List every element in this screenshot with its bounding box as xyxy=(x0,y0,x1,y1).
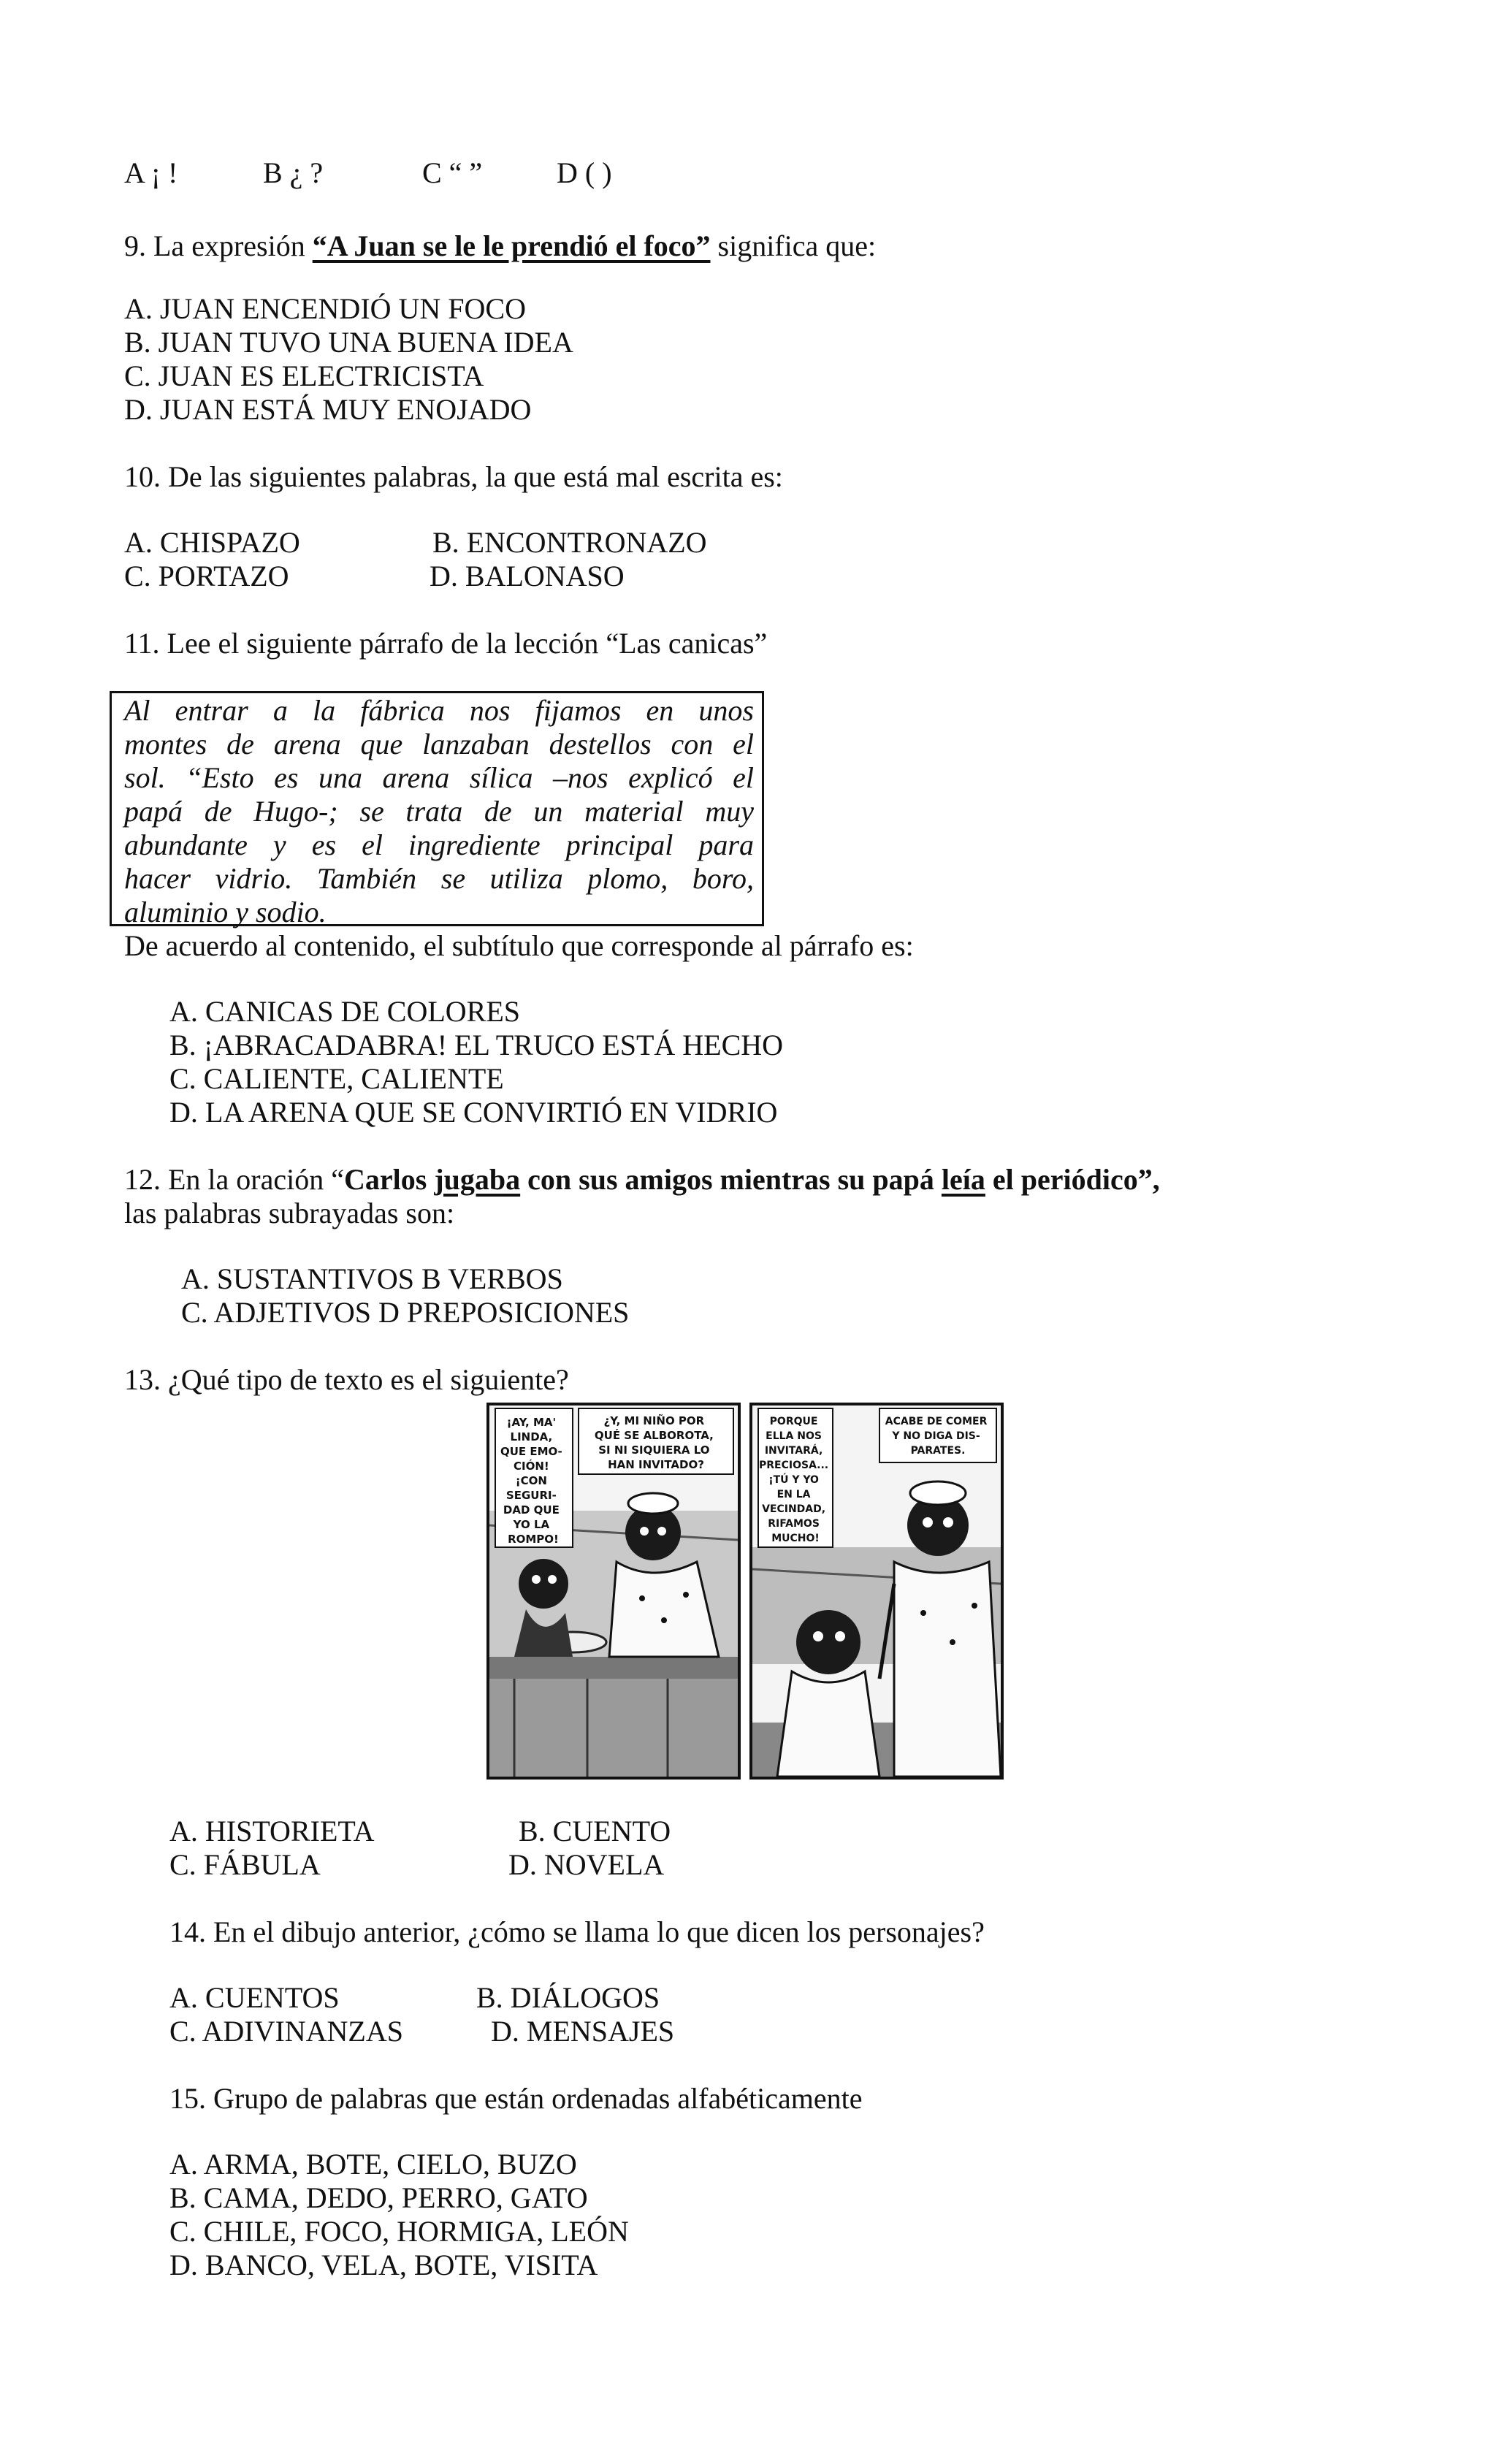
q12-sentence-end: el periódico” xyxy=(985,1163,1153,1196)
q14-question: 14. En el dibujo anterior, ¿cómo se llama lo que dicen los personajes? xyxy=(169,1915,985,1948)
bubble-2-line: QUÉ SE ALBOROTA, xyxy=(594,1429,714,1442)
bubble-1-line: YO LA xyxy=(513,1518,550,1531)
bubble-3-line: EN LA xyxy=(776,1489,811,1500)
q11-option-a: A. CANICAS DE COLORES xyxy=(169,995,521,1028)
bubble-3-line: RIFAMOS xyxy=(768,1518,820,1530)
q9-suffix: significa que: xyxy=(710,229,877,262)
q12-options-ab: A. SUSTANTIVOS B VERBOS xyxy=(181,1262,563,1295)
bubble-1-line: LINDA, xyxy=(510,1430,553,1443)
bubble-4-line: PARATES. xyxy=(910,1445,966,1457)
q12-options-cd: C. ADJETIVOS D PREPOSICIONES xyxy=(181,1296,630,1329)
q10-question: 10. De las siguientes palabras, la que está mal escrita es: xyxy=(124,460,783,493)
punct-option-c: C “ ” xyxy=(422,156,483,189)
q15-option-a: A. ARMA, BOTE, CIELO, BUZO xyxy=(169,2148,577,2181)
q14-option-b: B. DIÁLOGOS xyxy=(476,1981,660,2014)
bubble-2-line: SI NI SIQUIERA LO xyxy=(598,1443,710,1457)
speech-bubble-3 xyxy=(758,1408,833,1547)
q11-option-b: B. ¡ABRACADABRA! EL TRUCO ESTÁ HECHO xyxy=(169,1029,784,1061)
svg-text:PORQUE ELLA NOS IN xyxy=(759,1416,832,1544)
q12-line2: las palabras subrayadas son: xyxy=(124,1197,455,1229)
passage-line: abundante y es el ingrediente principal para xyxy=(124,828,754,861)
punct-option-b: B ¿ ? xyxy=(263,156,324,189)
q13-option-b: B. CUENTO xyxy=(519,1815,671,1847)
punct-option-d: D ( ) xyxy=(557,156,612,189)
q12-underlined-word-1: jugaba xyxy=(434,1163,521,1196)
q11-option-c: C. CALIENTE, CALIENTE xyxy=(169,1062,504,1095)
q12-question xyxy=(124,1163,1160,1197)
q13-option-c: C. FÁBULA xyxy=(169,1848,321,1881)
bubble-3-line: PRECIOSA... xyxy=(759,1460,829,1471)
bubble-3-line: INVITARÁ, xyxy=(764,1445,823,1457)
q15-option-c: C. CHILE, FOCO, HORMIGA, LEÓN xyxy=(169,2215,629,2248)
bubble-4-line: Y NO DIGA DIS- xyxy=(892,1430,980,1442)
bubble-3-line: PORQUE xyxy=(769,1416,818,1427)
bubble-1-line: ¡CON xyxy=(515,1474,547,1487)
q11-subquestion: De acuerdo al contenido, el subtítulo que corresponde al párrafo es: xyxy=(124,929,914,962)
q13-question: 13. ¿Qué tipo de texto es el siguiente? xyxy=(124,1363,569,1396)
passage-line: aluminio y sodio. xyxy=(124,896,327,928)
bubble-1-line: ¡AY, MA' xyxy=(506,1416,557,1429)
bubble-3-line: ELLA NOS xyxy=(766,1430,822,1442)
bubble-3-line: MUCHO! xyxy=(771,1533,820,1544)
q10-option-d: D. BALONASO xyxy=(430,560,625,592)
q15-question: 15. Grupo de palabras que están ordenadas alfabéticamente xyxy=(169,2082,863,2115)
speech-bubble-2 xyxy=(579,1408,733,1474)
q10-option-a: A. CHISPAZO xyxy=(124,526,300,559)
q13-option-a: A. HISTORIETA xyxy=(169,1815,375,1847)
comic-strip xyxy=(485,1401,1005,1781)
q9-option-a: A. JUAN ENCENDIÓ UN FOCO xyxy=(124,292,526,325)
q9-option-b: B. JUAN TUVO UNA BUENA IDEA xyxy=(124,326,573,359)
bubble-1-line: SEGURI- xyxy=(505,1489,557,1502)
q12-sentence-start: Carlos xyxy=(344,1163,435,1196)
passage-line: hacer vidrio. También se utiliza plomo, boro, xyxy=(124,862,754,895)
passage-line: papá de Hugo-; se trata de un material muy xyxy=(124,795,754,828)
q14-option-d: D. MENSAJES xyxy=(491,2015,675,2048)
bubble-1-line: QUE EMO- xyxy=(500,1445,562,1458)
q9-question xyxy=(124,229,876,263)
q12-comma: , xyxy=(1152,1163,1160,1196)
q12-sentence-middle: con sus amigos mientras su papá xyxy=(520,1163,942,1196)
q11-question: 11. Lee el siguiente párrafo de la lección “Las canicas” xyxy=(124,627,768,660)
bubble-1-line: CIÓN! xyxy=(514,1460,549,1473)
speech-bubble-4 xyxy=(879,1408,996,1462)
q11-option-d: D. LA ARENA QUE SE CONVIRTIÓ EN VIDRIO xyxy=(169,1096,778,1129)
q9-option-c: C. JUAN ES ELECTRICISTA xyxy=(124,359,484,392)
q9-prefix: 9. La expresión xyxy=(124,229,313,262)
q10-option-b: B. ENCONTRONAZO xyxy=(432,526,707,559)
bubble-3-line: ¡TÚ Y YO xyxy=(768,1474,819,1486)
q12-underlined-word-2: leía xyxy=(941,1163,985,1196)
punct-option-a: A ¡ ! xyxy=(124,156,178,189)
q14-option-a: A. CUENTOS xyxy=(169,1981,340,2014)
q9-phrase: “A Juan se le le prendió el foco” xyxy=(312,229,711,262)
bubble-1-line: ROMPO! xyxy=(508,1533,559,1546)
q13-option-d: D. NOVELA xyxy=(508,1848,665,1881)
passage-line: Al entrar a la fábrica nos fijamos en unos xyxy=(124,694,754,727)
q15-option-d: D. BANCO, VELA, BOTE, VISITA xyxy=(169,2249,598,2281)
q9-option-d: D. JUAN ESTÁ MUY ENOJADO xyxy=(124,393,532,426)
speech-bubble-1 xyxy=(495,1408,573,1547)
passage-line: sol. “Esto es una arena sílica –nos explicó el xyxy=(124,761,754,794)
bubble-4-line: ACABE DE COMER xyxy=(885,1416,988,1427)
bubble-2-line: HAN INVITADO? xyxy=(608,1458,704,1471)
q12-prefix: 12. En la oración “ xyxy=(124,1163,344,1196)
q10-option-c: C. PORTAZO xyxy=(124,560,289,592)
passage-line: montes de arena que lanzaban destellos con el xyxy=(124,728,754,760)
q15-option-b: B. CAMA, DEDO, PERRO, GATO xyxy=(169,2181,588,2214)
q14-option-c: C. ADIVINANZAS xyxy=(169,2015,403,2048)
bubble-1-line: DAD QUE xyxy=(503,1503,560,1517)
bubble-2-line: ¿Y, MI NIÑO POR xyxy=(603,1414,705,1427)
bubble-3-line: VECINDAD, xyxy=(762,1503,826,1515)
